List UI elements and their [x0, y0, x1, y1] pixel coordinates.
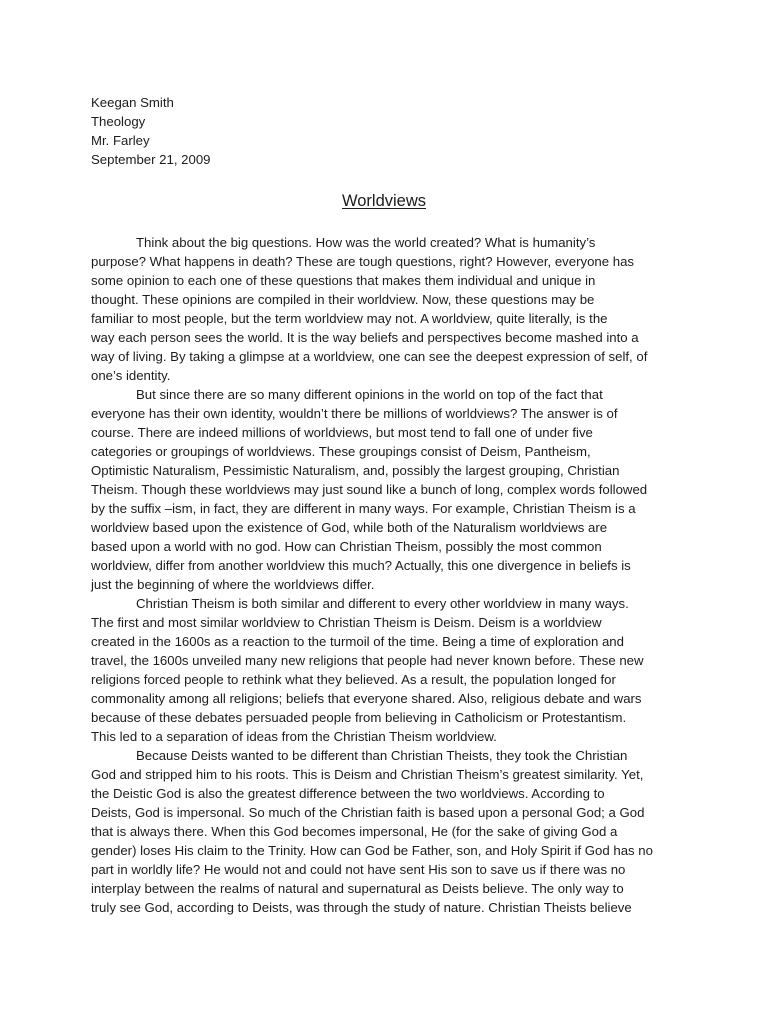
essay-line: worldview, differ from another worldview this much? Actually, this one divergence in beliefs is [91, 558, 631, 573]
essay-line: But since there are so many different opinions in the world on top of the fact that [136, 387, 603, 402]
essay-line: created in the 1600s as a reaction to the turmoil of the time. Being a time of exploration and [91, 634, 624, 649]
essay-line: Deists, God is impersonal. So much of the Christian faith is based upon a personal God; a God [91, 805, 645, 820]
essay-line: course. There are indeed millions of worldviews, but most tend to fall one of under five [91, 425, 593, 440]
essay-line: that is always there. When this God becomes impersonal, He (for the sake of giving God a [91, 824, 618, 839]
essay-line: by the suffix –ism, in fact, they are different in many ways. For example, Christian Theism is a [91, 501, 636, 516]
essay-line: The first and most similar worldview to Christian Theism is Deism. Deism is a worldview [91, 615, 602, 630]
essay-body [91, 233, 691, 917]
essay-line: Optimistic Naturalism, Pessimistic Naturalism, and, possibly the largest grouping, Christian [91, 463, 620, 478]
document-title-wrapper [0, 190, 768, 212]
essay-line: commonality among all religions; beliefs that everyone shared. Also, religious debate and wars [91, 691, 642, 706]
document-date: September 21, 2009 [91, 152, 211, 167]
essay-line: way each person sees the world. It is the way beliefs and perspectives become mashed into a [91, 330, 639, 345]
essay-line: purpose? What happens in death? These are tough questions, right? However, everyone has [91, 254, 634, 269]
essay-line: travel, the 1600s unveiled many new religions that people had never known before. These new [91, 653, 644, 668]
essay-line: one’s identity. [91, 368, 171, 383]
essay-line: Christian Theism is both similar and different to every other worldview in many ways. [136, 596, 629, 611]
essay-line: everyone has their own identity, wouldn’t there be millions of worldviews? The answer is of [91, 406, 618, 421]
essay-line: truly see God, according to Deists, was through the study of nature. Christian Theists believe [91, 900, 632, 915]
document-title: Worldviews [341, 192, 427, 210]
essay-line: the Deistic God is also the greatest difference between the two worldviews. According to [91, 786, 605, 801]
essay-line: worldview based upon the existence of God, while both of the Naturalism worldviews are [91, 520, 608, 535]
essay-line: because of these debates persuaded people from believing in Catholicism or Protestantism. [91, 710, 627, 725]
essay-line: some opinion to each one of these questions that makes them individual and unique in [91, 273, 596, 288]
document-header [91, 93, 211, 169]
essay-line: way of living. By taking a glimpse at a worldview, one can see the deepest expression of self, of [91, 349, 648, 364]
essay-line: categories or groupings of worldviews. These groupings consist of Deism, Pantheism, [91, 444, 591, 459]
essay-line: familiar to most people, but the term worldview may not. A worldview, quite literally, is the [91, 311, 608, 326]
essay-line: part in worldly life? He would not and could not have sent His son to save us if there was no [91, 862, 626, 877]
course-name: Theology [91, 114, 146, 129]
teacher-name: Mr. Farley [91, 133, 150, 148]
essay-line: Because Deists wanted to be different than Christian Theists, they took the Christian [136, 748, 628, 763]
essay-line: just the beginning of where the worldviews differ. [91, 577, 375, 592]
essay-line: thought. These opinions are compiled in their worldview. Now, these questions may be [91, 292, 595, 307]
essay-line: This led to a separation of ideas from the Christian Theism worldview. [91, 729, 497, 744]
essay-line: interplay between the realms of natural and supernatural as Deists believe. The only way to [91, 881, 624, 896]
essay-line: gender) loses His claim to the Trinity. How can God be Father, son, and Holy Spirit if God has no [91, 843, 653, 858]
essay-line: Theism. Though these worldviews may just sound like a bunch of long, complex words followed [91, 482, 648, 497]
author-name: Keegan Smith [91, 95, 174, 110]
essay-line: Think about the big questions. How was the world created? What is humanity’s [136, 235, 596, 250]
essay-line: God and stripped him to his roots. This is Deism and Christian Theism’s greatest similarity. Yet, [91, 767, 644, 782]
essay-line: religions forced people to rethink what they believed. As a result, the population longed for [91, 672, 616, 687]
essay-line: based upon a world with no god. How can Christian Theism, possibly the most common [91, 539, 602, 554]
